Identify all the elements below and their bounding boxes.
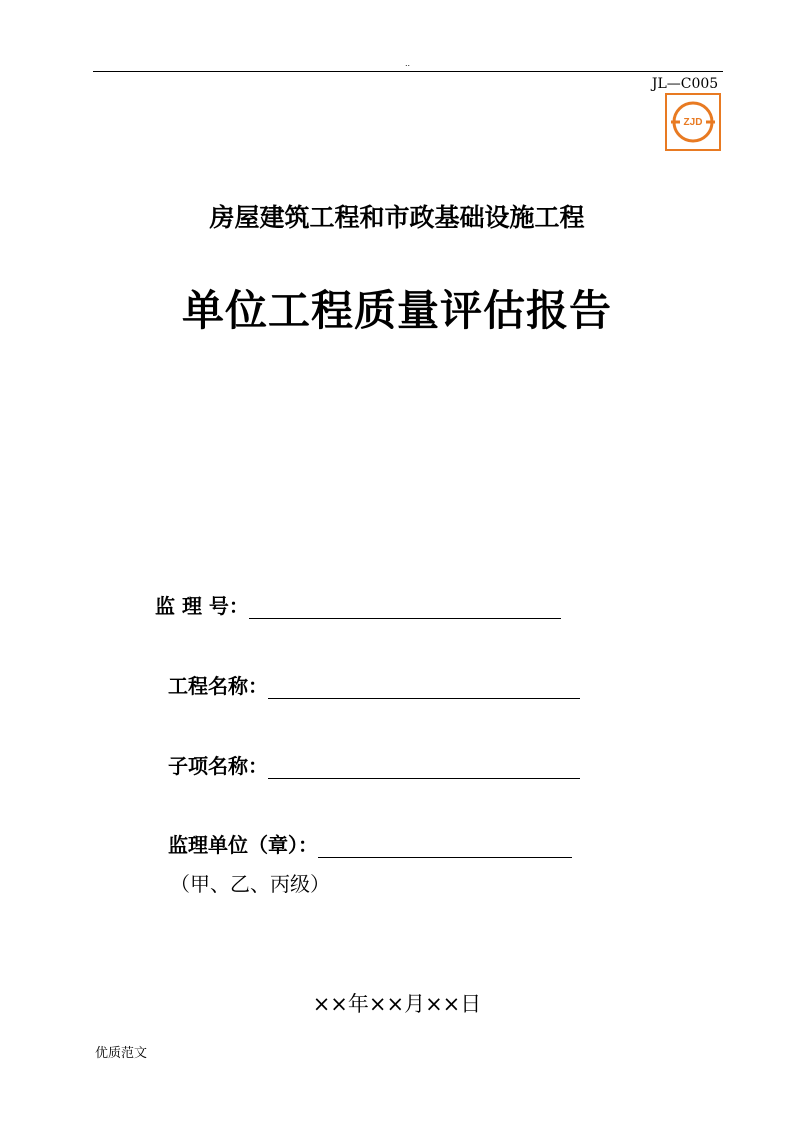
document-code: JL—C005 — [651, 76, 719, 92]
supervision-no-input[interactable] — [249, 598, 561, 619]
supervision-unit-input[interactable] — [318, 837, 572, 858]
company-logo — [665, 93, 721, 151]
title-line1: 房屋建筑工程和市政基础设施工程 — [209, 203, 585, 232]
report-title: 单位工程质量评估报告 — [181, 286, 612, 335]
supervision-no-field — [155, 590, 561, 619]
supervision-unit-label: 监理单位（章）： — [168, 833, 318, 857]
project-name-field — [168, 670, 580, 699]
sub-item-name-label: 子项名称： — [168, 754, 268, 778]
sub-item-name-field — [168, 750, 580, 779]
footer-text: 优质范文 — [95, 1046, 148, 1061]
sub-item-name-input[interactable] — [268, 758, 580, 779]
logo-text: ZJD — [683, 117, 703, 128]
header-rule — [93, 71, 723, 72]
project-name-input[interactable] — [268, 678, 580, 699]
report-date: ××年××月××日 — [312, 992, 482, 1016]
header-dots: .. — [405, 59, 411, 68]
supervision-unit-field — [168, 829, 572, 858]
project-name-label: 工程名称： — [168, 674, 268, 698]
grade-note: （甲、乙、丙级） — [170, 872, 330, 896]
supervision-no-label: 监 理 号： — [155, 594, 249, 618]
